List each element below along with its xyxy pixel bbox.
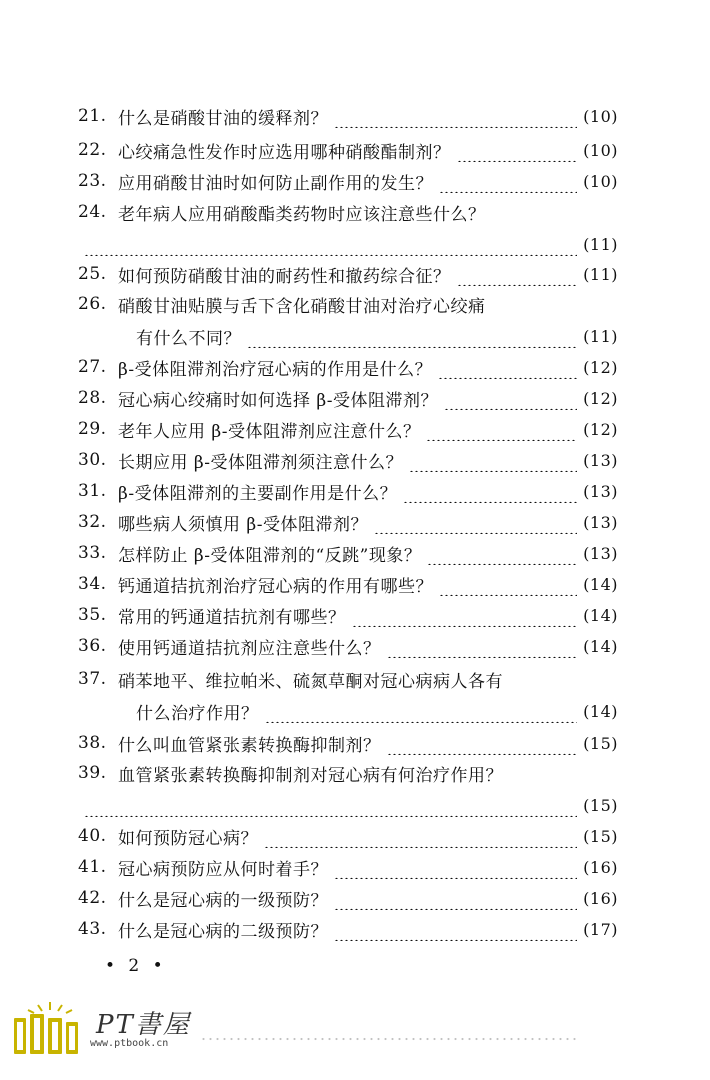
toc-entry-28[interactable]	[78, 386, 618, 410]
toc-entry-39[interactable]	[78, 761, 618, 817]
toc-dot-leader	[439, 572, 577, 596]
toc-entry-page: (17)	[583, 919, 618, 939]
toc-dot-leader	[334, 886, 577, 910]
toc-dot-leader	[352, 603, 578, 627]
toc-entry-title: 老年病人应用硝酸酯类药物时应该注意些什么？	[118, 204, 486, 225]
toc-entry-page: (15)	[583, 826, 618, 846]
toc-entry-25[interactable]	[78, 262, 618, 286]
toc-entry-title-cont: 有什么不同？	[136, 328, 241, 349]
toc-entry-number: 21.	[78, 106, 107, 126]
book-stack-icon	[10, 1000, 90, 1060]
toc-entry-41[interactable]	[78, 855, 618, 879]
toc-entry-42[interactable]	[78, 886, 618, 910]
toc-entry-page: (13)	[583, 543, 618, 563]
toc-entry-number: 42.	[78, 888, 107, 908]
watermark-logo	[10, 1000, 210, 1060]
toc-entry-number: 29.	[78, 419, 107, 439]
toc-entry-page: (10)	[583, 140, 618, 160]
toc-entry-30[interactable]	[78, 448, 618, 472]
toc-dot-leader	[247, 324, 577, 348]
toc-dot-leader	[457, 138, 578, 162]
toc-entry-title: 如何预防硝酸甘油的耐药性和撤药综合征？	[118, 266, 451, 287]
toc-entry-title: 心绞痛急性发作时应选用哪种硝酸酯制剂？	[118, 142, 451, 163]
toc-entry-page: (15)	[583, 795, 618, 815]
toc-entry-page: (12)	[583, 357, 618, 377]
toc-entry-page: (14)	[583, 701, 618, 721]
toc-entry-38[interactable]	[78, 731, 618, 755]
toc-entry-36[interactable]	[78, 634, 618, 658]
toc-entry-page: (11)	[583, 326, 618, 346]
toc-entry-21[interactable]	[78, 104, 618, 128]
toc-entry-title: 什么是冠心病的一级预防？	[118, 890, 328, 911]
toc-entry-page: (14)	[583, 605, 618, 625]
toc-entry-title: 如何预防冠心病？	[118, 828, 258, 849]
toc-dot-leader	[457, 262, 578, 286]
toc-dot-leader	[426, 417, 577, 441]
toc-entry-page: (13)	[583, 481, 618, 501]
toc-entry-24[interactable]	[78, 200, 618, 256]
toc-dot-leader	[334, 917, 577, 941]
toc-entry-number: 39.	[78, 763, 107, 783]
toc-entry-number: 40.	[78, 826, 107, 846]
toc-dot-leader	[439, 169, 577, 193]
toc-dot-leader	[427, 541, 577, 565]
toc-entry-page: (14)	[583, 636, 618, 656]
toc-dot-leader	[387, 634, 578, 658]
toc-entry-35[interactable]	[78, 603, 618, 627]
toc-entry-page: (12)	[583, 419, 618, 439]
toc-entry-title: 怎样防止 β-受体阻滞剂的“反跳”现象？	[118, 545, 422, 566]
toc-entry-title: 应用硝酸甘油时如何防止副作用的发生？	[118, 173, 433, 194]
logo-text: PT書屋	[96, 1010, 191, 1040]
toc-dot-leader	[444, 386, 577, 410]
toc-dot-leader	[84, 232, 577, 256]
toc-dot-leader	[409, 448, 577, 472]
toc-entry-title: 硝苯地平、维拉帕米、硫氮草酮对冠心病病人各有	[118, 671, 503, 692]
toc-entry-number: 30.	[78, 450, 107, 470]
toc-entry-number: 34.	[78, 574, 107, 594]
toc-dot-leader	[438, 355, 577, 379]
toc-dot-leader	[265, 699, 578, 723]
toc-entry-29[interactable]	[78, 417, 618, 441]
toc-entry-31[interactable]	[78, 479, 618, 503]
toc-entry-number: 37.	[78, 669, 107, 689]
toc-entry-page: (16)	[583, 888, 618, 908]
toc-entry-22[interactable]	[78, 138, 618, 162]
page-number: • 2 •	[105, 956, 167, 976]
toc-entry-title: 血管紧张素转换酶抑制剂对冠心病有何治疗作用？	[118, 765, 503, 786]
toc-entry-32[interactable]	[78, 510, 618, 534]
toc-entry-number: 28.	[78, 388, 107, 408]
toc-entry-page: (14)	[583, 574, 618, 594]
toc-dot-leader	[264, 824, 577, 848]
toc-entry-title: 哪些病人须慎用 β-受体阻滞剂？	[118, 514, 368, 535]
toc-entry-page: (15)	[583, 733, 618, 753]
scan-artifact	[200, 1036, 580, 1042]
toc-entry-26[interactable]	[78, 292, 618, 348]
toc-entry-number: 38.	[78, 733, 107, 753]
toc-entry-number: 31.	[78, 481, 107, 501]
toc-entry-40[interactable]	[78, 824, 618, 848]
toc-dot-leader	[334, 855, 577, 879]
toc-entry-page: (10)	[583, 106, 618, 126]
toc-entry-number: 43.	[78, 919, 107, 939]
toc-entry-43[interactable]	[78, 917, 618, 941]
toc-entry-page: (11)	[583, 264, 618, 284]
toc-dot-leader	[387, 731, 578, 755]
toc-entry-page: (13)	[583, 450, 618, 470]
toc-entry-title: 什么是硝酸甘油的缓释剂？	[118, 108, 328, 129]
toc-entry-title: 长期应用 β-受体阻滞剂须注意什么？	[118, 452, 403, 473]
toc-entry-27[interactable]	[78, 355, 618, 379]
toc-entry-number: 23.	[78, 171, 107, 191]
toc-entry-number: 41.	[78, 857, 107, 877]
toc-entry-number: 32.	[78, 512, 107, 532]
toc-entry-title: 冠心病心绞痛时如何选择 β-受体阻滞剂？	[118, 390, 438, 411]
toc-entry-title: 什么叫血管紧张素转换酶抑制剂？	[118, 735, 381, 756]
toc-entry-34[interactable]	[78, 572, 618, 596]
toc-entry-title-cont: 什么治疗作用？	[136, 703, 259, 724]
toc-entry-title: 冠心病预防应从何时着手？	[118, 859, 328, 880]
toc-entry-title: 什么是冠心病的二级预防？	[118, 921, 328, 942]
toc-entry-title: 硝酸甘油贴膜与舌下含化硝酸甘油对治疗心绞痛	[118, 296, 486, 317]
toc-entry-title: 老年人应用 β-受体阻滞剂应注意什么？	[118, 421, 421, 442]
toc-dot-leader	[334, 104, 577, 128]
toc-entry-number: 26.	[78, 294, 107, 314]
toc-dot-leader	[84, 793, 577, 817]
toc-entry-number: 24.	[78, 202, 107, 222]
toc-entry-title: β-受体阻滞剂治疗冠心病的作用是什么？	[118, 359, 433, 380]
toc-entry-title: 常用的钙通道拮抗剂有哪些？	[118, 607, 346, 628]
toc-entry-number: 25.	[78, 264, 107, 284]
toc-entry-number: 33.	[78, 543, 107, 563]
toc-dot-leader	[374, 510, 577, 534]
toc-entry-page: (10)	[583, 171, 618, 191]
toc-entry-title: β-受体阻滞剂的主要副作用是什么？	[118, 483, 398, 504]
toc-entry-title: 钙通道拮抗剂治疗冠心病的作用有哪些？	[118, 576, 433, 597]
toc-entry-23[interactable]	[78, 169, 618, 193]
toc-entry-page: (16)	[583, 857, 618, 877]
toc-entry-37[interactable]	[78, 667, 618, 723]
toc-entry-title: 使用钙通道拮抗剂应注意些什么？	[118, 638, 381, 659]
toc-entry-page: (11)	[583, 234, 618, 254]
toc-entry-page: (13)	[583, 512, 618, 532]
toc-entry-number: 36.	[78, 636, 107, 656]
toc-entry-number: 22.	[78, 140, 107, 160]
toc-entry-33[interactable]	[78, 541, 618, 565]
toc-entry-page: (12)	[583, 388, 618, 408]
toc-entry-number: 27.	[78, 357, 107, 377]
logo-url: www.ptbook.cn	[90, 1038, 169, 1049]
toc-dot-leader	[403, 479, 577, 503]
toc-entry-number: 35.	[78, 605, 107, 625]
